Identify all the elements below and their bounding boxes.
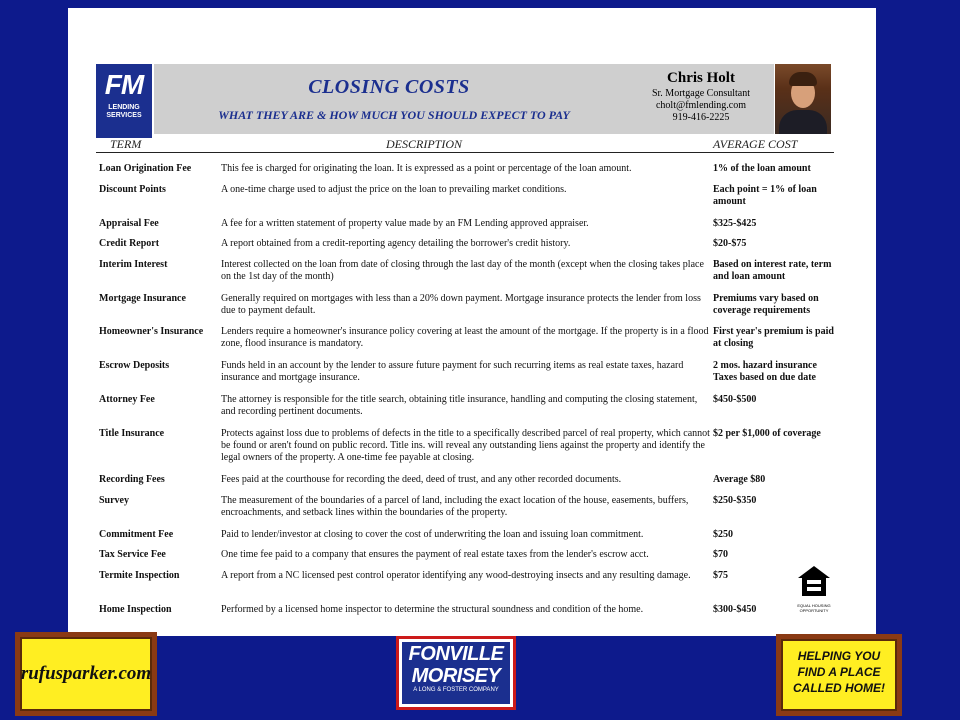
helping-line-2: FIND A PLACE	[797, 665, 881, 679]
row-cost: Each point = 1% of loan amount	[713, 184, 817, 207]
row-cost: 2 mos. hazard insurance Taxes based on due date	[713, 360, 817, 383]
logo-initials: FM	[104, 69, 144, 100]
row-term: Escrow Deposits	[99, 360, 170, 371]
row-cost: $20-$75	[713, 238, 747, 249]
fonville-morisey-logo	[396, 636, 516, 710]
row-description: Funds held in an account by the lender to assure future payment for such recurring items as real estate taxes, hazard insurance and mortgage insurance.	[221, 360, 684, 383]
row-cost: $325-$425	[713, 218, 757, 229]
row-term: Discount Points	[99, 184, 166, 195]
rufusparker-badge-inner	[20, 637, 152, 711]
row-cost: $70	[713, 549, 728, 560]
column-header-term: TERM	[110, 137, 142, 151]
eho-line-2: OPPORTUNITY	[799, 608, 829, 613]
equal-housing-logo	[796, 564, 832, 613]
row-term: Mortgage Insurance	[99, 293, 186, 304]
row-description: Performed by a licensed home inspector to determine the structural soundness and condition of the home.	[221, 604, 644, 615]
page-title: CLOSING COSTS	[308, 76, 470, 98]
row-term: Attorney Fee	[99, 394, 155, 405]
fonville-morisey-core	[402, 642, 510, 704]
row-cost: $250-$350	[713, 495, 757, 506]
row-term: Title Insurance	[99, 428, 165, 439]
helping-you-badge-inner	[781, 639, 897, 711]
consultant-photo	[775, 64, 831, 134]
column-header-cost: AVERAGE COST	[713, 137, 798, 151]
logo-line-2: SERVICES	[106, 112, 142, 119]
helping-you-badge	[776, 634, 902, 716]
row-term: Interim Interest	[99, 259, 168, 270]
closing-costs-sheet	[68, 8, 876, 636]
rufusparker-text: rufusparker.com	[20, 663, 152, 684]
fm-lending-logo	[96, 64, 152, 138]
row-term: Termite Inspection	[99, 570, 180, 581]
row-cost: Average $80	[713, 474, 766, 485]
row-cost: $450-$500	[713, 394, 757, 405]
row-description: The measurement of the boundaries of a parcel of land, including the exact location of the house, easements, buffers, encroachments, and setback lines within the boundaries of the property.	[221, 495, 689, 518]
row-cost: Based on interest rate, term and loan amount	[713, 259, 832, 282]
row-cost: First year's premium is paid at closing	[713, 326, 834, 349]
eho-line-1: EQUAL HOUSING	[797, 603, 831, 608]
row-description: This fee is charged for originating the loan. It is expressed as a point or percentage of the loan amount.	[221, 163, 632, 174]
row-term: Loan Origination Fee	[99, 163, 192, 174]
row-description: A report from a NC licensed pest control operator identifying any wood-destroying insects and any resulting damage.	[221, 570, 691, 581]
helping-line-1: HELPING YOU	[797, 649, 881, 663]
equal-housing-icon	[796, 564, 832, 598]
contact-email: cholt@fmlending.com	[655, 100, 747, 111]
photo-body	[779, 110, 827, 134]
row-term: Commitment Fee	[99, 529, 174, 540]
contact-name: Chris Holt	[667, 70, 735, 86]
row-description: Paid to lender/investor at closing to cover the cost of underwriting the loan and issuing loan commitment.	[221, 529, 644, 540]
column-headers	[96, 136, 834, 153]
row-cost: Premiums vary based on coverage requirements	[713, 293, 819, 316]
page-subtitle: WHAT THEY ARE & HOW MUCH YOU SHOULD EXPECT TO PAY	[218, 108, 570, 122]
column-header-description: DESCRIPTION	[386, 137, 462, 151]
header-banner	[154, 64, 774, 134]
row-description: The attorney is responsible for the title search, obtaining title insurance, handling and computing the closing statement, and recording pertinent documents.	[221, 394, 698, 417]
fonville-text: FONVILLE	[408, 643, 504, 665]
row-term: Recording Fees	[99, 474, 165, 485]
row-cost: $2 per $1,000 of coverage	[713, 428, 821, 439]
rufusparker-badge[interactable]	[15, 632, 157, 716]
row-description: Fees paid at the courthouse for recording the deed, deed of trust, and any other recorded documents.	[221, 474, 622, 485]
row-description: A one-time charge used to adjust the price on the loan to prevailing market conditions.	[221, 184, 567, 195]
row-term: Survey	[99, 495, 129, 506]
row-cost: 1% of the loan amount	[713, 163, 811, 174]
helping-line-3: CALLED HOME!	[793, 681, 885, 695]
row-cost: $300-$450	[713, 604, 757, 615]
row-cost: $250	[713, 529, 733, 540]
row-cost: $75	[713, 570, 728, 581]
row-term: Home Inspection	[99, 604, 172, 615]
row-description: A fee for a written statement of property value made by an FM Lending approved appraiser.	[221, 218, 589, 229]
row-description: A report obtained from a credit-reporting agency detailing the borrower's credit history.	[221, 238, 571, 249]
logo-line-1: LENDING	[108, 104, 140, 111]
fonville-morisey-frame	[399, 639, 513, 707]
row-term: Credit Report	[99, 238, 160, 249]
row-description: Protects against loss due to problems of defects in the title to a specifically described parcel of real property, which cannot be found or aren't found on public record. Title ins. will reveal any outstanding liens against the property and identify the legal owners of the property. A one-time fee payable at closing.	[221, 428, 710, 463]
row-term: Appraisal Fee	[99, 218, 159, 229]
row-description: Interest collected on the loan from date of closing through the last day of the month (except when the closing takes place on the 1st day of the month)	[221, 259, 704, 282]
long-foster-text: A LONG & FOSTER COMPANY	[413, 687, 499, 693]
row-term: Homeowner's Insurance	[99, 326, 204, 337]
contact-phone: 919-416-2225	[672, 112, 730, 123]
photo-hair	[789, 72, 817, 86]
row-description: Lenders require a homeowner's insurance policy covering at least the amount of the mortgage. If the property is in a flood zone, flood insurance is mandatory.	[221, 326, 709, 349]
contact-role: Sr. Mortgage Consultant	[651, 88, 751, 99]
row-description: One time fee paid to a company that ensures the payment of real estate taxes from the lender's escrow acct.	[221, 549, 649, 560]
morisey-text: MORISEY	[411, 665, 501, 687]
row-term: Tax Service Fee	[99, 549, 166, 560]
row-description: Generally required on mortgages with less than a 20% down payment. Mortgage insurance protects the lender from loss due to payment default.	[221, 293, 701, 316]
contact-block	[632, 68, 770, 124]
